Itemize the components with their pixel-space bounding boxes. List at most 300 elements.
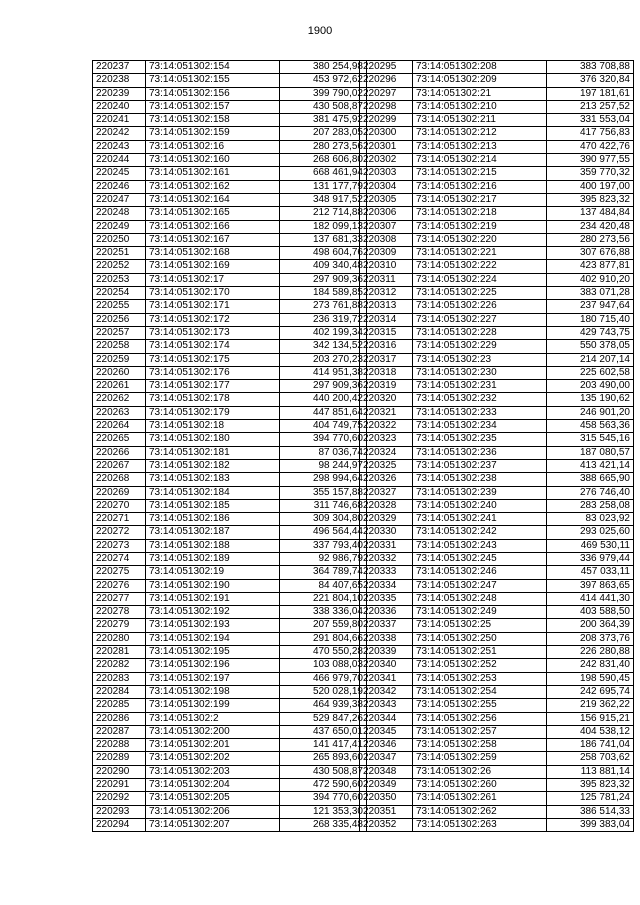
value-cell: 400 197,00 xyxy=(547,180,634,193)
cadastral-number-cell: 73:14:051302:237 xyxy=(413,459,547,472)
cadastral-number-cell: 73:14:051302:182 xyxy=(146,459,280,472)
row-number-cell: 220311 xyxy=(360,273,413,286)
row-number-cell: 220304 xyxy=(360,180,413,193)
row-number-cell: 220351 xyxy=(360,805,413,818)
table-row xyxy=(93,313,367,326)
cadastral-number-cell: 73:14:051302:228 xyxy=(413,326,547,339)
cadastral-number-cell: 73:14:051302:157 xyxy=(146,100,280,113)
row-number-cell: 220301 xyxy=(360,140,413,153)
row-number-cell: 220286 xyxy=(93,712,146,725)
cadastral-number-cell: 73:14:051302:235 xyxy=(413,433,547,446)
row-number-cell: 220310 xyxy=(360,260,413,273)
value-cell: 394 770,60 xyxy=(280,433,367,446)
table-row xyxy=(93,685,367,698)
table-row xyxy=(360,154,634,167)
value-cell: 437 650,01 xyxy=(280,725,367,738)
table-row xyxy=(93,818,367,831)
value-cell: 137 681,33 xyxy=(280,233,367,246)
cadastral-number-cell: 73:14:051302:247 xyxy=(413,579,547,592)
value-cell: 200 364,39 xyxy=(547,619,634,632)
table-row xyxy=(93,539,367,552)
value-cell: 83 023,92 xyxy=(547,513,634,526)
row-number-cell: 220256 xyxy=(93,313,146,326)
cadastral-number-cell: 73:14:051302:243 xyxy=(413,539,547,552)
row-number-cell: 220270 xyxy=(93,499,146,512)
cadastral-number-cell: 73:14:051302:161 xyxy=(146,167,280,180)
value-cell: 394 770,60 xyxy=(280,792,367,805)
value-cell: 226 280,88 xyxy=(547,646,634,659)
left-data-table xyxy=(92,60,367,832)
value-cell: 265 893,60 xyxy=(280,752,367,765)
row-number-cell: 220237 xyxy=(93,61,146,74)
table-row xyxy=(93,180,367,193)
value-cell: 131 177,79 xyxy=(280,180,367,193)
value-cell: 359 770,32 xyxy=(547,167,634,180)
value-cell: 381 475,92 xyxy=(280,114,367,127)
table-row xyxy=(93,167,367,180)
cadastral-number-cell: 73:14:051302:200 xyxy=(146,725,280,738)
table-row xyxy=(93,233,367,246)
value-cell: 376 320,84 xyxy=(547,74,634,87)
value-cell: 84 407,65 xyxy=(280,579,367,592)
row-number-cell: 220297 xyxy=(360,87,413,100)
table-row xyxy=(93,207,367,220)
value-cell: 399 383,04 xyxy=(547,818,634,831)
table-row xyxy=(360,393,634,406)
value-cell: 198 590,45 xyxy=(547,672,634,685)
table-row xyxy=(360,420,634,433)
table-row xyxy=(93,752,367,765)
table-row xyxy=(360,87,634,100)
row-number-cell: 220248 xyxy=(93,207,146,220)
value-cell: 208 373,76 xyxy=(547,632,634,645)
value-cell: 280 273,56 xyxy=(280,140,367,153)
cadastral-number-cell: 73:14:051302:201 xyxy=(146,739,280,752)
table-row xyxy=(360,513,634,526)
table-row xyxy=(360,659,634,672)
table-row xyxy=(360,287,634,300)
table-row xyxy=(93,247,367,260)
row-number-cell: 220258 xyxy=(93,340,146,353)
value-cell: 203 270,23 xyxy=(280,353,367,366)
table-row xyxy=(360,406,634,419)
cadastral-number-cell: 73:14:051302:217 xyxy=(413,193,547,206)
table-row xyxy=(93,592,367,605)
row-number-cell: 220247 xyxy=(93,193,146,206)
cadastral-number-cell: 73:14:051302:213 xyxy=(413,140,547,153)
row-number-cell: 220327 xyxy=(360,486,413,499)
row-number-cell: 220278 xyxy=(93,606,146,619)
value-cell: 402 910,20 xyxy=(547,273,634,286)
table-row xyxy=(93,61,367,74)
table-row xyxy=(360,805,634,818)
cadastral-number-cell: 73:14:051302:229 xyxy=(413,340,547,353)
table-row xyxy=(360,486,634,499)
row-number-cell: 220338 xyxy=(360,632,413,645)
cadastral-number-cell: 73:14:051302:195 xyxy=(146,646,280,659)
table-row xyxy=(93,632,367,645)
cadastral-number-cell: 73:14:051302:164 xyxy=(146,193,280,206)
table-row xyxy=(360,699,634,712)
value-cell: 331 553,04 xyxy=(547,114,634,127)
table-row xyxy=(360,313,634,326)
value-cell: 447 851,64 xyxy=(280,406,367,419)
cadastral-number-cell: 73:14:051302:219 xyxy=(413,220,547,233)
row-number-cell: 220308 xyxy=(360,233,413,246)
value-cell: 311 746,68 xyxy=(280,499,367,512)
row-number-cell: 220272 xyxy=(93,526,146,539)
row-number-cell: 220283 xyxy=(93,672,146,685)
cadastral-number-cell: 73:14:051302:233 xyxy=(413,406,547,419)
value-cell: 298 994,64 xyxy=(280,473,367,486)
table-row xyxy=(93,792,367,805)
table-row xyxy=(93,765,367,778)
table-row xyxy=(360,499,634,512)
value-cell: 338 336,04 xyxy=(280,606,367,619)
value-cell: 395 823,32 xyxy=(547,779,634,792)
value-cell: 92 986,79 xyxy=(280,552,367,565)
table-row xyxy=(360,366,634,379)
row-number-cell: 220309 xyxy=(360,247,413,260)
row-number-cell: 220352 xyxy=(360,818,413,831)
table-row xyxy=(93,672,367,685)
value-cell: 203 490,00 xyxy=(547,380,634,393)
row-number-cell: 220250 xyxy=(93,233,146,246)
value-cell: 423 877,81 xyxy=(547,260,634,273)
value-cell: 197 181,61 xyxy=(547,87,634,100)
row-number-cell: 220259 xyxy=(93,353,146,366)
cadastral-number-cell: 73:14:051302:16 xyxy=(146,140,280,153)
table-row xyxy=(360,127,634,140)
cadastral-number-cell: 73:14:051302:168 xyxy=(146,247,280,260)
table-row xyxy=(360,619,634,632)
value-cell: 103 088,03 xyxy=(280,659,367,672)
row-number-cell: 220290 xyxy=(93,765,146,778)
cadastral-number-cell: 73:14:051302:250 xyxy=(413,632,547,645)
cadastral-number-cell: 73:14:051302:241 xyxy=(413,513,547,526)
value-cell: 213 257,52 xyxy=(547,100,634,113)
value-cell: 180 715,40 xyxy=(547,313,634,326)
cadastral-number-cell: 73:14:051302:246 xyxy=(413,566,547,579)
row-number-cell: 220317 xyxy=(360,353,413,366)
cadastral-number-cell: 73:14:051302:191 xyxy=(146,592,280,605)
cadastral-number-cell: 73:14:051302:249 xyxy=(413,606,547,619)
cadastral-number-cell: 73:14:051302:176 xyxy=(146,366,280,379)
cadastral-number-cell: 73:14:051302:181 xyxy=(146,446,280,459)
row-number-cell: 220288 xyxy=(93,739,146,752)
row-number-cell: 220264 xyxy=(93,420,146,433)
table-row xyxy=(360,765,634,778)
value-cell: 348 917,52 xyxy=(280,193,367,206)
table-row xyxy=(93,779,367,792)
cadastral-number-cell: 73:14:051302:184 xyxy=(146,486,280,499)
table-row xyxy=(93,513,367,526)
table-row xyxy=(360,632,634,645)
table-row xyxy=(93,606,367,619)
row-number-cell: 220279 xyxy=(93,619,146,632)
left-table-body xyxy=(93,61,367,832)
row-number-cell: 220330 xyxy=(360,526,413,539)
table-row xyxy=(360,446,634,459)
cadastral-number-cell: 73:14:051302:166 xyxy=(146,220,280,233)
table-row xyxy=(360,566,634,579)
row-number-cell: 220296 xyxy=(360,74,413,87)
cadastral-number-cell: 73:14:051302:179 xyxy=(146,406,280,419)
page-number: 1900 xyxy=(307,25,333,37)
table-row xyxy=(360,233,634,246)
cadastral-number-cell: 73:14:051302:156 xyxy=(146,87,280,100)
value-cell: 336 979,44 xyxy=(547,552,634,565)
row-number-cell: 220261 xyxy=(93,380,146,393)
value-cell: 236 319,72 xyxy=(280,313,367,326)
cadastral-number-cell: 73:14:051302:193 xyxy=(146,619,280,632)
row-number-cell: 220324 xyxy=(360,446,413,459)
cadastral-number-cell: 73:14:051302:254 xyxy=(413,685,547,698)
cadastral-number-cell: 73:14:051302:257 xyxy=(413,725,547,738)
cadastral-number-cell: 73:14:051302:194 xyxy=(146,632,280,645)
cadastral-number-cell: 73:14:051302:2 xyxy=(146,712,280,725)
value-cell: 383 071,28 xyxy=(547,287,634,300)
table-row xyxy=(360,273,634,286)
table-row xyxy=(93,712,367,725)
cadastral-number-cell: 73:14:051302:169 xyxy=(146,260,280,273)
table-row xyxy=(93,526,367,539)
row-number-cell: 220271 xyxy=(93,513,146,526)
value-cell: 182 099,13 xyxy=(280,220,367,233)
table-row xyxy=(93,420,367,433)
cadastral-number-cell: 73:14:051302:21 xyxy=(413,87,547,100)
row-number-cell: 220337 xyxy=(360,619,413,632)
cadastral-number-cell: 73:14:051302:18 xyxy=(146,420,280,433)
value-cell: 98 244,97 xyxy=(280,459,367,472)
cadastral-number-cell: 73:14:051302:210 xyxy=(413,100,547,113)
row-number-cell: 220306 xyxy=(360,207,413,220)
cadastral-number-cell: 73:14:051302:185 xyxy=(146,499,280,512)
row-number-cell: 220329 xyxy=(360,513,413,526)
cadastral-number-cell: 73:14:051302:242 xyxy=(413,526,547,539)
cadastral-number-cell: 73:14:051302:240 xyxy=(413,499,547,512)
row-number-cell: 220275 xyxy=(93,566,146,579)
value-cell: 234 420,48 xyxy=(547,220,634,233)
row-number-cell: 220305 xyxy=(360,193,413,206)
cadastral-number-cell: 73:14:051302:232 xyxy=(413,393,547,406)
table-row xyxy=(360,433,634,446)
value-cell: 520 028,19 xyxy=(280,685,367,698)
row-number-cell: 220340 xyxy=(360,659,413,672)
table-row xyxy=(93,446,367,459)
row-number-cell: 220349 xyxy=(360,779,413,792)
row-number-cell: 220266 xyxy=(93,446,146,459)
value-cell: 470 550,28 xyxy=(280,646,367,659)
value-cell: 529 847,26 xyxy=(280,712,367,725)
table-row xyxy=(93,699,367,712)
row-number-cell: 220274 xyxy=(93,552,146,565)
value-cell: 550 378,05 xyxy=(547,340,634,353)
table-row xyxy=(360,459,634,472)
cadastral-number-cell: 73:14:051302:222 xyxy=(413,260,547,273)
value-cell: 283 258,08 xyxy=(547,499,634,512)
cadastral-number-cell: 73:14:051302:208 xyxy=(413,61,547,74)
table-row xyxy=(360,712,634,725)
value-cell: 403 588,50 xyxy=(547,606,634,619)
row-number-cell: 220295 xyxy=(360,61,413,74)
row-number-cell: 220255 xyxy=(93,300,146,313)
value-cell: 464 939,38 xyxy=(280,699,367,712)
table-row xyxy=(360,380,634,393)
value-cell: 186 741,04 xyxy=(547,739,634,752)
table-row xyxy=(360,473,634,486)
row-number-cell: 220291 xyxy=(93,779,146,792)
cadastral-number-cell: 73:14:051302:165 xyxy=(146,207,280,220)
value-cell: 214 207,14 xyxy=(547,353,634,366)
table-row xyxy=(93,566,367,579)
cadastral-number-cell: 73:14:051302:225 xyxy=(413,287,547,300)
cadastral-number-cell: 73:14:051302:248 xyxy=(413,592,547,605)
table-row xyxy=(360,606,634,619)
row-number-cell: 220315 xyxy=(360,326,413,339)
value-cell: 280 273,56 xyxy=(547,233,634,246)
cadastral-number-cell: 73:14:051302:214 xyxy=(413,154,547,167)
cadastral-number-cell: 73:14:051302:226 xyxy=(413,300,547,313)
row-number-cell: 220334 xyxy=(360,579,413,592)
table-row xyxy=(93,114,367,127)
row-number-cell: 220285 xyxy=(93,699,146,712)
table-row xyxy=(93,260,367,273)
cadastral-number-cell: 73:14:051302:216 xyxy=(413,180,547,193)
value-cell: 404 538,12 xyxy=(547,725,634,738)
value-cell: 125 781,24 xyxy=(547,792,634,805)
cadastral-number-cell: 73:14:051302:171 xyxy=(146,300,280,313)
row-number-cell: 220343 xyxy=(360,699,413,712)
value-cell: 242 695,74 xyxy=(547,685,634,698)
table-row xyxy=(93,193,367,206)
row-number-cell: 220298 xyxy=(360,100,413,113)
value-cell: 342 134,52 xyxy=(280,340,367,353)
value-cell: 297 909,36 xyxy=(280,380,367,393)
row-number-cell: 220241 xyxy=(93,114,146,127)
cadastral-number-cell: 73:14:051302:170 xyxy=(146,287,280,300)
row-number-cell: 220293 xyxy=(93,805,146,818)
value-cell: 291 804,66 xyxy=(280,632,367,645)
table-row xyxy=(360,685,634,698)
value-cell: 417 756,83 xyxy=(547,127,634,140)
row-number-cell: 220254 xyxy=(93,287,146,300)
value-cell: 258 703,62 xyxy=(547,752,634,765)
table-row xyxy=(360,61,634,74)
table-row xyxy=(360,579,634,592)
table-row xyxy=(93,366,367,379)
value-cell: 315 545,16 xyxy=(547,433,634,446)
row-number-cell: 220277 xyxy=(93,592,146,605)
row-number-cell: 220243 xyxy=(93,140,146,153)
value-cell: 276 746,40 xyxy=(547,486,634,499)
cadastral-number-cell: 73:14:051302:198 xyxy=(146,685,280,698)
table-row xyxy=(360,792,634,805)
row-number-cell: 220320 xyxy=(360,393,413,406)
cadastral-number-cell: 73:14:051302:209 xyxy=(413,74,547,87)
cadastral-number-cell: 73:14:051302:190 xyxy=(146,579,280,592)
value-cell: 141 417,41 xyxy=(280,739,367,752)
cadastral-number-cell: 73:14:051302:196 xyxy=(146,659,280,672)
value-cell: 498 604,76 xyxy=(280,247,367,260)
row-number-cell: 220242 xyxy=(93,127,146,140)
table-row xyxy=(93,619,367,632)
row-number-cell: 220347 xyxy=(360,752,413,765)
value-cell: 404 749,75 xyxy=(280,420,367,433)
table-row xyxy=(93,805,367,818)
table-row xyxy=(93,725,367,738)
table-row xyxy=(93,287,367,300)
row-number-cell: 220284 xyxy=(93,685,146,698)
row-number-cell: 220346 xyxy=(360,739,413,752)
cadastral-number-cell: 73:14:051302:239 xyxy=(413,486,547,499)
table-row xyxy=(93,300,367,313)
table-row xyxy=(93,579,367,592)
cadastral-number-cell: 73:14:051302:218 xyxy=(413,207,547,220)
value-cell: 453 972,62 xyxy=(280,74,367,87)
value-cell: 293 025,60 xyxy=(547,526,634,539)
row-number-cell: 220246 xyxy=(93,180,146,193)
cadastral-number-cell: 73:14:051302:258 xyxy=(413,739,547,752)
table-row xyxy=(93,127,367,140)
cadastral-number-cell: 73:14:051302:251 xyxy=(413,646,547,659)
row-number-cell: 220249 xyxy=(93,220,146,233)
row-number-cell: 220240 xyxy=(93,100,146,113)
row-number-cell: 220251 xyxy=(93,247,146,260)
cadastral-number-cell: 73:14:051302:177 xyxy=(146,380,280,393)
right-data-table xyxy=(359,60,634,832)
table-row xyxy=(93,353,367,366)
row-number-cell: 220344 xyxy=(360,712,413,725)
table-row xyxy=(93,646,367,659)
cadastral-number-cell: 73:14:051302:212 xyxy=(413,127,547,140)
row-number-cell: 220345 xyxy=(360,725,413,738)
cadastral-number-cell: 73:14:051302:178 xyxy=(146,393,280,406)
row-number-cell: 220314 xyxy=(360,313,413,326)
row-number-cell: 220335 xyxy=(360,592,413,605)
cadastral-number-cell: 73:14:051302:205 xyxy=(146,792,280,805)
cadastral-number-cell: 73:14:051302:211 xyxy=(413,114,547,127)
value-cell: 337 793,40 xyxy=(280,539,367,552)
table-row xyxy=(93,140,367,153)
row-number-cell: 220244 xyxy=(93,154,146,167)
value-cell: 390 977,55 xyxy=(547,154,634,167)
row-number-cell: 220328 xyxy=(360,499,413,512)
cadastral-number-cell: 73:14:051302:172 xyxy=(146,313,280,326)
cadastral-number-cell: 73:14:051302:203 xyxy=(146,765,280,778)
cadastral-number-cell: 73:14:051302:189 xyxy=(146,552,280,565)
value-cell: 246 901,20 xyxy=(547,406,634,419)
value-cell: 466 979,70 xyxy=(280,672,367,685)
cadastral-number-cell: 73:14:051302:262 xyxy=(413,805,547,818)
cadastral-number-cell: 73:14:051302:192 xyxy=(146,606,280,619)
table-row xyxy=(360,779,634,792)
table-row xyxy=(360,260,634,273)
row-number-cell: 220257 xyxy=(93,326,146,339)
cadastral-number-cell: 73:14:051302:167 xyxy=(146,233,280,246)
table-row xyxy=(93,74,367,87)
cadastral-number-cell: 73:14:051302:224 xyxy=(413,273,547,286)
value-cell: 414 951,38 xyxy=(280,366,367,379)
cadastral-number-cell: 73:14:051302:220 xyxy=(413,233,547,246)
row-number-cell: 220348 xyxy=(360,765,413,778)
row-number-cell: 220333 xyxy=(360,566,413,579)
value-cell: 87 036,74 xyxy=(280,446,367,459)
row-number-cell: 220262 xyxy=(93,393,146,406)
value-cell: 409 340,48 xyxy=(280,260,367,273)
table-row xyxy=(93,326,367,339)
cadastral-number-cell: 73:14:051302:197 xyxy=(146,672,280,685)
